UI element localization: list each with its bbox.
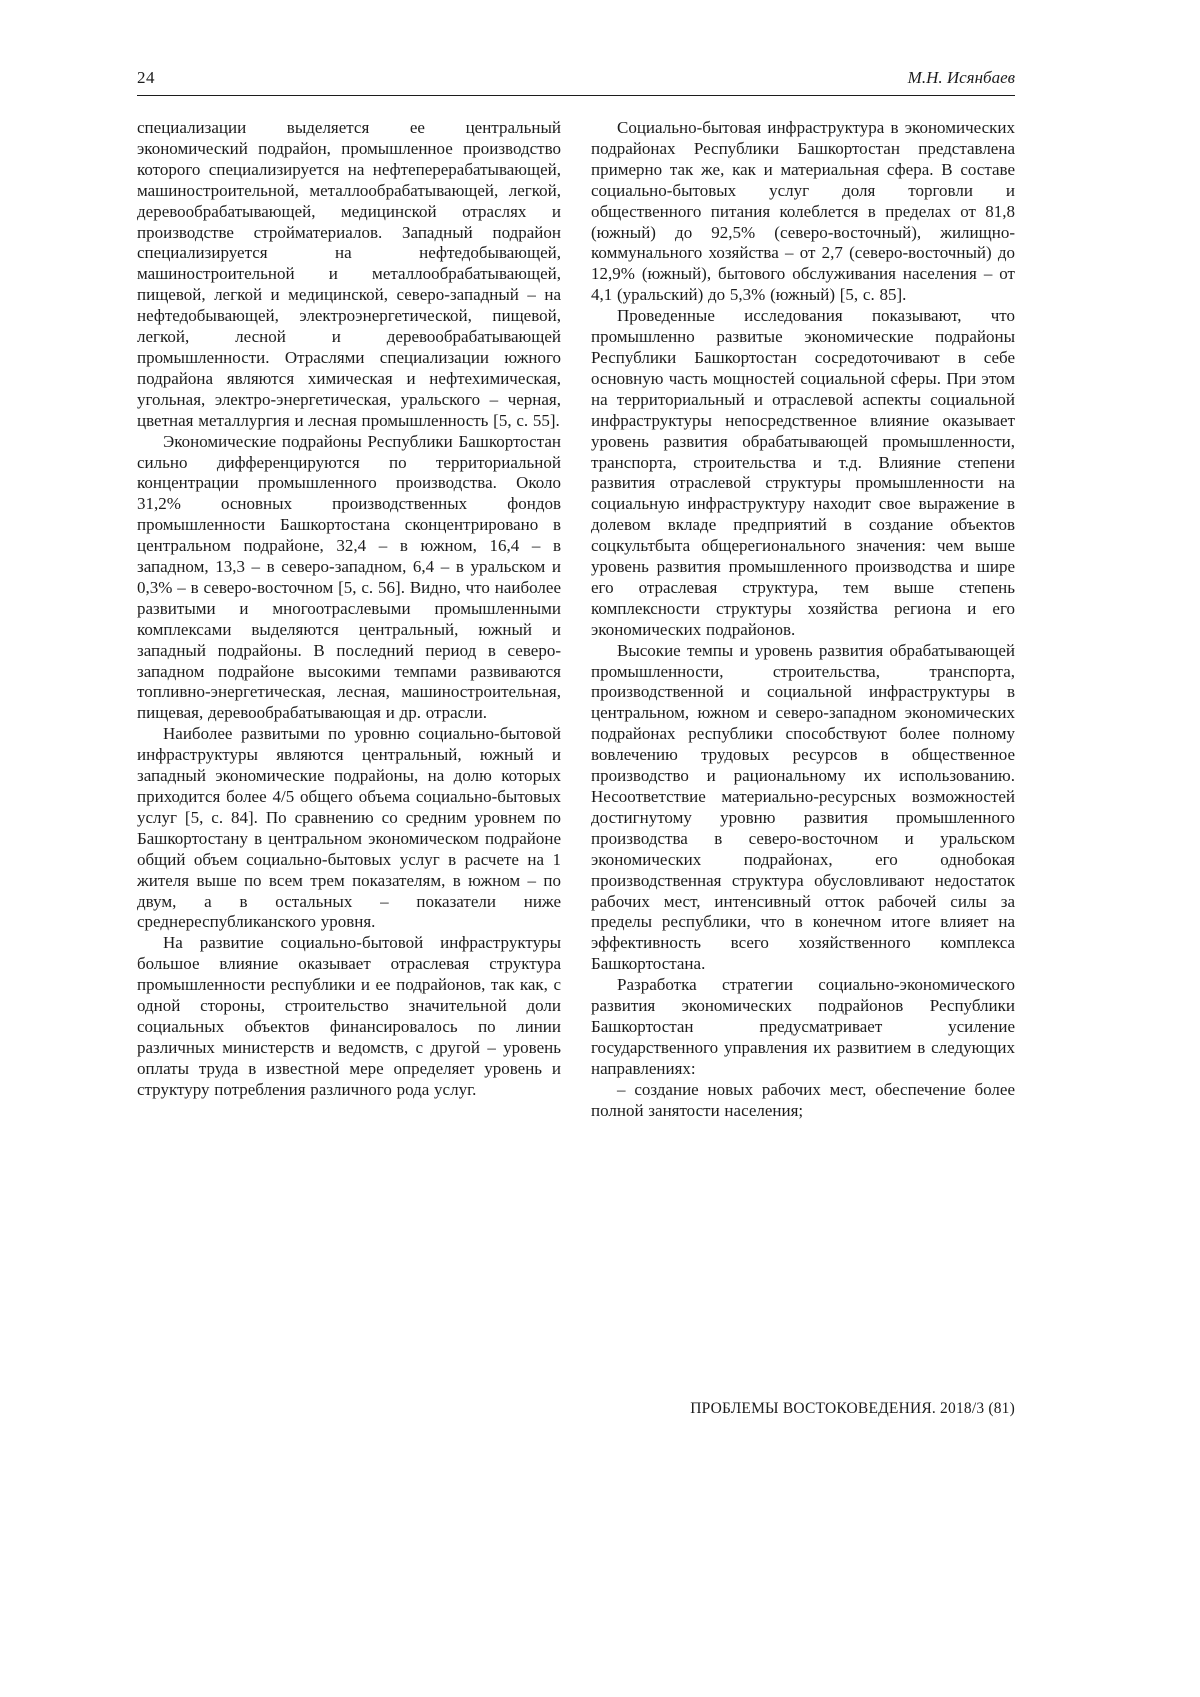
author-name: М.Н. Исянбаев xyxy=(907,68,1015,87)
page-number: 24 xyxy=(137,68,155,87)
paragraph: На развитие социально-бытовой инфраструктуры большое влияние оказывает отраслевая структура промышленности республики и ее подрайонов, так как, с одной стороны, строительство значительной доли социальных объектов финансировалось по линии различных министерств и ведомств, с другой – уровень оплаты труда в известной мере определяет уровень и структуру потребления различного рода услуг. xyxy=(137,933,561,1099)
paragraph: Экономические подрайоны Республики Башкортостан сильно дифференцируются по территориальной концентрации промышленного производства. Около 31,2% основных производственных фондов промышленности Башкортостана сконцентрировано в центральном подрайоне, 32,4 – в южном, 16,4 – в западном, 13,3 – в северо-западном, 6,4 – в уральском и 0,3% – в северо-восточном [5, с. 56]. Видно, что наиболее развитыми и многоотраслевыми промышленными комплексами выделяются центральный, южный и западный подрайоны. В последний период в северо-западном подрайоне высокими темпами развиваются топливно-энергетическая, лесная, машиностроительная, пищевая, деревообрабатывающая и др. отрасли. xyxy=(137,431,561,723)
left-column xyxy=(137,118,561,1122)
paragraph: Социально-бытовая инфраструктура в экономических подрайонах Республики Башкортостан представлена примерно так же, как и материальная сфера. В составе социально-бытовых услуг доля торговли и общественного питания колеблется в пределах от 81,8 (южный) до 92,5% (северо-восточный), жилищно-коммунального хозяйства – от 2,7 (северо-восточный) до 12,9% (южный), бытового обслуживания населения – от 4,1 (уральский) до 5,3% (южный) [5, с. 85]. xyxy=(591,118,1015,305)
paragraph: Высокие темпы и уровень развития обрабатывающей промышленности, строительства, транспорта, производственной и социальной инфраструктуры в центральном, южном и северо-западном экономических подрайонах республики способствуют более полному вовлечению трудовых ресурсов в общественное производство и рациональному их использованию. Несоответствие материально-ресурсных возможностей достигнутому уровню развития промышленного производства в северо-восточном и уральском экономических подрайонах, его однобокая производственная структура обусловливают недостаток рабочих мест, интенсивный отток рабочей силы за пределы республики, что в конечном итоге влияет на эффективность всего хозяйственного комплекса Башкортостана. xyxy=(591,640,1015,974)
running-head xyxy=(137,68,1015,96)
page-content xyxy=(137,68,1015,1122)
paragraph: Разработка стратегии социально-экономического развития экономических подрайонов Республики Башкортостан предусматривает усиление государственного управления их развитием в следующих направлениях: xyxy=(591,975,1015,1078)
journal-footer: ПРОБЛЕМЫ ВОСТОКОВЕДЕНИЯ. 2018/3 (81) xyxy=(690,1400,1015,1417)
two-column-text xyxy=(137,118,1015,1122)
paragraph: Проведенные исследования показывают, что промышленно развитые экономические подрайоны Республики Башкортостан сосредоточивают в себе основную часть мощностей социальной сферы. При этом на территориальный и отраслевой аспекты социальной инфраструктуры непосредственное влияние оказывает уровень развития обрабатывающей промышленности, транспорта, строительства и т.д. Влияние степени развития отраслевой структуры промышленности на социальную инфраструктуру находит свое выражение в долевом вкладе предприятий в создание объектов соцкультбыта общерегионального значения: чем выше уровень развития промышленного производства и шире его отраслевая структура, тем выше степень комплексности структуры хозяйства региона и его экономических подрайонов. xyxy=(591,306,1015,639)
right-column xyxy=(591,118,1015,1122)
paragraph: Наиболее развитыми по уровню социально-бытовой инфраструктуры являются центральный, южный и западный экономические подрайоны, на долю которых приходится более 4/5 общего объема социально-бытовых услуг [5, с. 84]. По сравнению со средним уровнем по Башкортостану в центральном экономическом подрайоне общий объем социально-бытовых услуг в расчете на 1 жителя выше по всем трем показателям, в южном – по двум, а в остальных – показатели ниже среднереспубликанского уровня. xyxy=(137,724,561,932)
paragraph: специализации выделяется ее центральный экономический подрайон, промышленное производство которого специализируется на нефтеперерабатывающей, машиностроительной, металлообрабатывающей, легкой, деревообрабатывающей, медицинской отраслях и производстве стройматериалов. Западный подрайон специализируется на нефтедобывающей, машиностроительной и металлообрабатывающей, пищевой, легкой и медицинской, северо-западный – на нефтедобывающей, электроэнергетической, пищевой, легкой, лесной и деревообрабатывающей промышленности. Отраслями специализации южного подрайона являются химическая и нефтехимическая, угольная, электро-энергетическая, уральского – черная, цветная металлургия и лесная промышленность [5, с. 55]. xyxy=(137,118,561,430)
list-item-paragraph: – создание новых рабочих мест, обеспечение более полной занятости населения; xyxy=(591,1079,1015,1120)
